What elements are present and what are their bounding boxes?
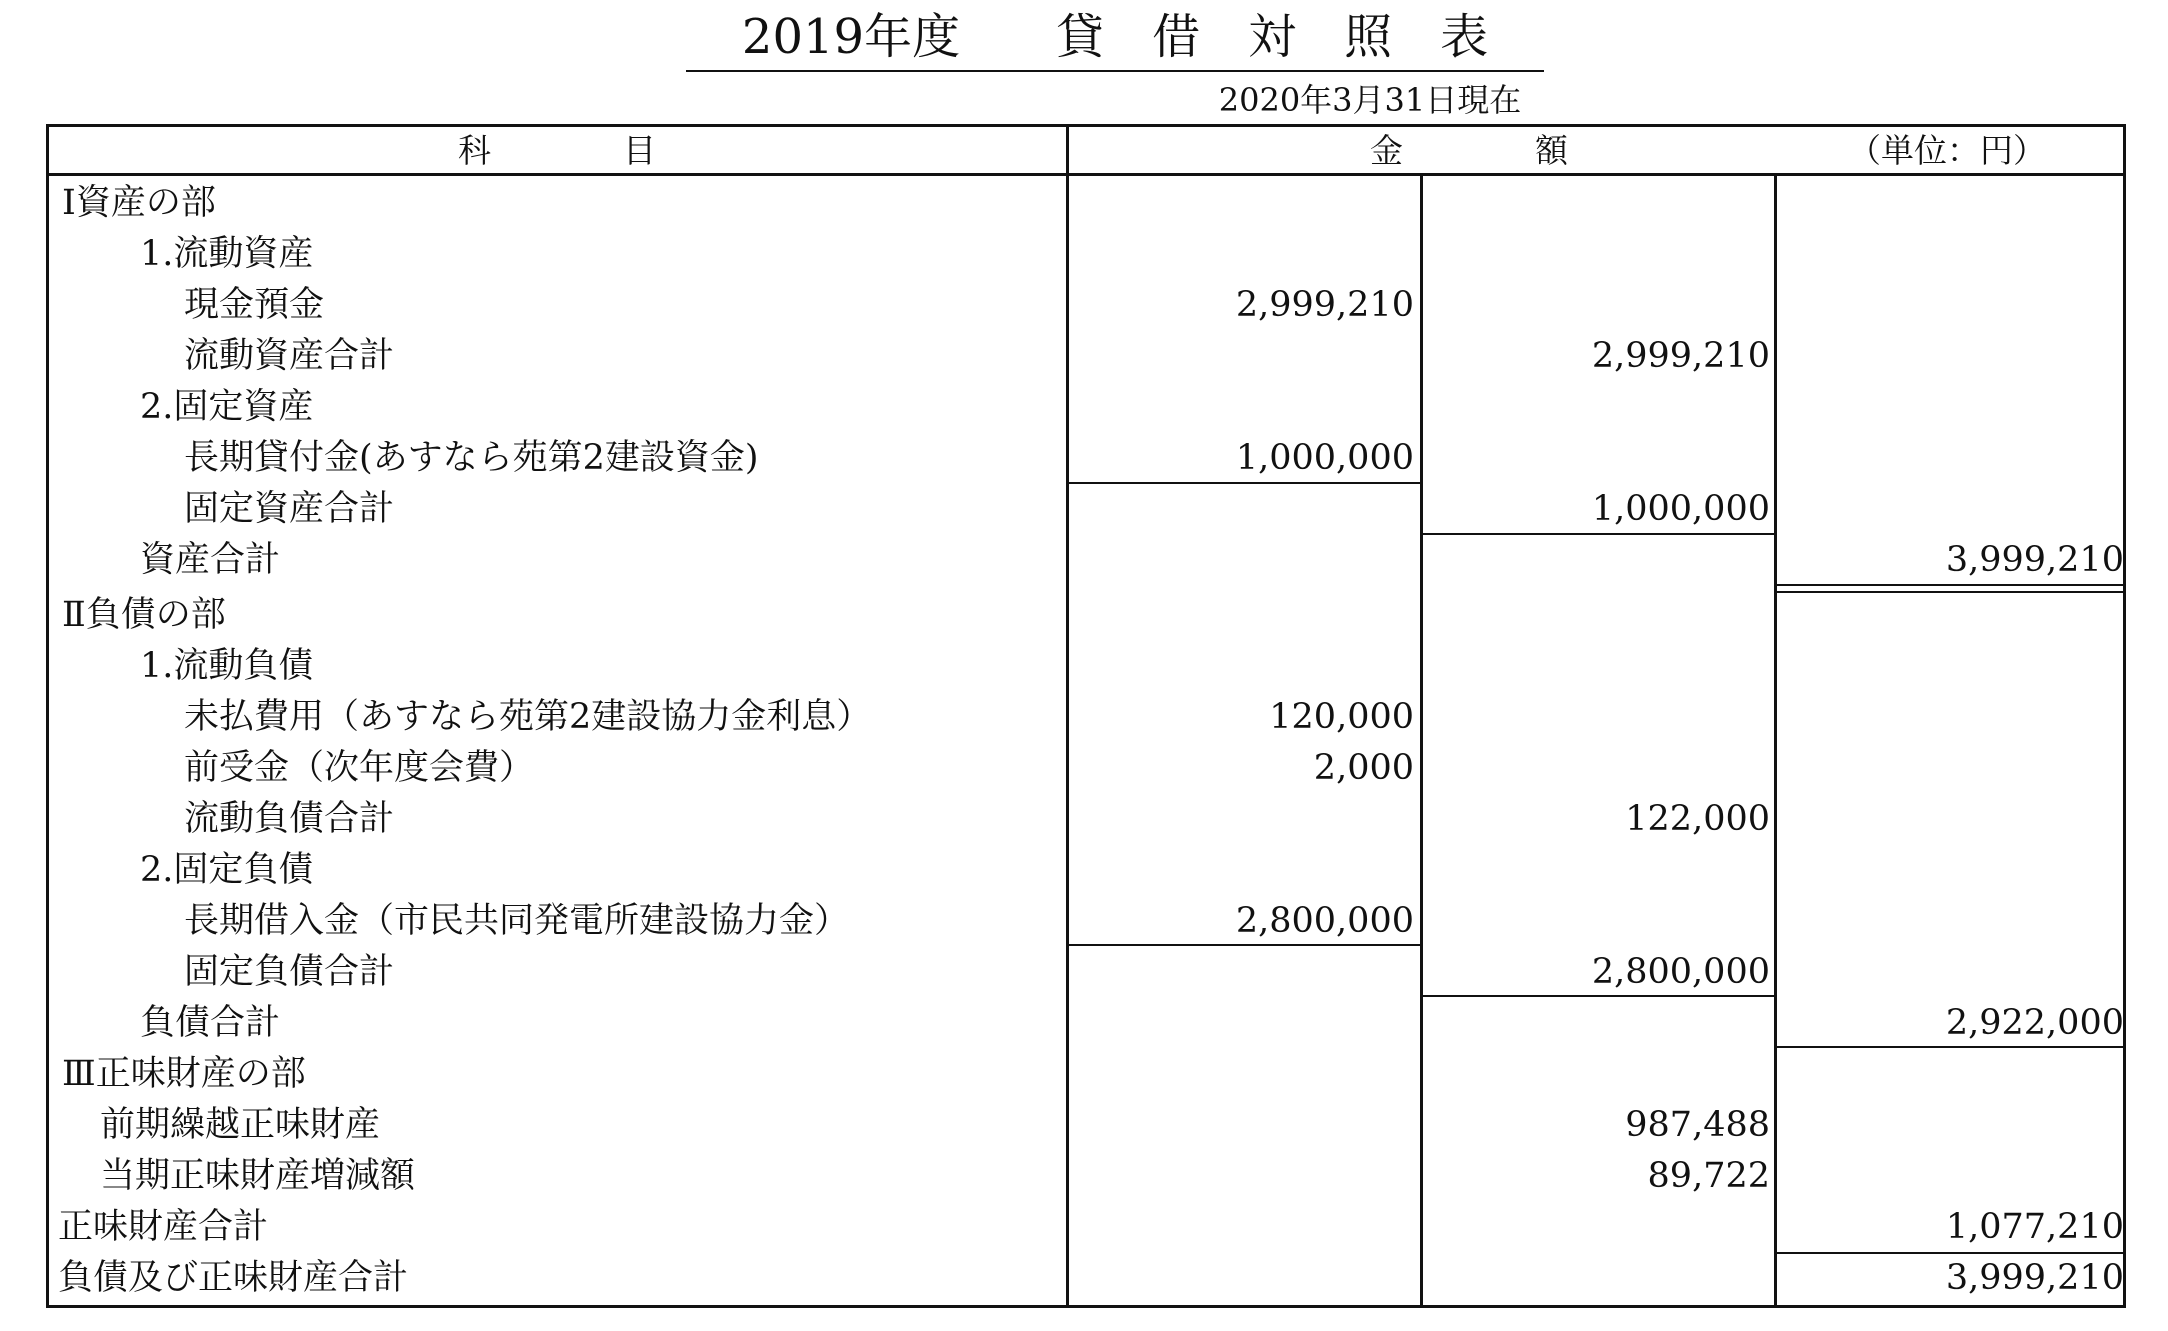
amount-cell: 1,000,000 (1591, 489, 1770, 529)
amount-col-divider-2 (1774, 173, 1777, 1308)
row-label: 1.流動資産 (140, 234, 314, 274)
amount-cell: 2,999,210 (1591, 336, 1770, 376)
row-label: 未払費用（あすなら苑第2建設協力金利息） (184, 697, 872, 737)
header-unit: （単位：円） (1848, 131, 2046, 170)
amount-cell: 2,000 (1313, 748, 1414, 788)
row-label: 固定資産合計 (184, 489, 395, 529)
row-label: 前受金（次年度会費） (184, 748, 535, 788)
row-label: Ⅰ資産の部 (62, 183, 216, 223)
row-label: 流動資産合計 (184, 336, 395, 376)
row-label: 前期繰越正味財産 (100, 1105, 381, 1145)
rule-asset-total-double-2 (1774, 591, 2126, 593)
amount-cell: 89,722 (1647, 1156, 1770, 1196)
document-title: 2019年度 貸 借 対 照 表 (741, 9, 1489, 65)
amount-cell: 1,000,000 (1235, 438, 1414, 478)
amount-col-divider-1 (1420, 173, 1423, 1308)
header-amount: 金 額 (1370, 131, 1568, 170)
amount-cell: 122,000 (1625, 799, 1770, 839)
row-label: 資産合計 (140, 540, 281, 580)
row-label: 負債合計 (140, 1003, 281, 1043)
row-label: 負債及び正味財産合計 (58, 1258, 409, 1298)
report-date: 2020年3月31日現在 (1218, 81, 1522, 119)
row-label: Ⅲ正味財産の部 (62, 1054, 306, 1094)
amount-cell: 2,999,210 (1235, 285, 1414, 325)
row-label: 流動負債合計 (184, 799, 395, 839)
subject-amount-divider (1066, 124, 1069, 1308)
row-label: 長期借入金（市民共同発電所建設協力金） (184, 901, 850, 941)
amount-cell: 120,000 (1269, 697, 1414, 737)
row-label: 正味財産合計 (58, 1207, 269, 1247)
amount-cell: 2,922,000 (1945, 1003, 2124, 1043)
amount-cell: 3,999,210 (1945, 540, 2124, 580)
header-bottom-rule (46, 173, 2126, 176)
row-label: 1.流動負債 (140, 646, 314, 686)
row-label: 当期正味財産増減額 (100, 1156, 416, 1196)
row-label: Ⅱ負債の部 (62, 595, 226, 635)
row-label: 現金預金 (184, 285, 325, 325)
header-subject: 科 目 (458, 131, 656, 170)
row-label: 固定負債合計 (184, 952, 395, 992)
title-underline (686, 70, 1544, 72)
amount-cell: 2,800,000 (1591, 952, 1770, 992)
amount-cell: 1,077,210 (1945, 1207, 2124, 1247)
amount-cell: 987,488 (1625, 1105, 1770, 1145)
row-label: 2.固定負債 (140, 850, 314, 890)
row-label: 長期貸付金(あすなら苑第2建設資金) (184, 438, 759, 478)
row-label: 2.固定資産 (140, 387, 314, 427)
amount-cell: 3,999,210 (1945, 1258, 2124, 1298)
amount-cell: 2,800,000 (1235, 901, 1414, 941)
